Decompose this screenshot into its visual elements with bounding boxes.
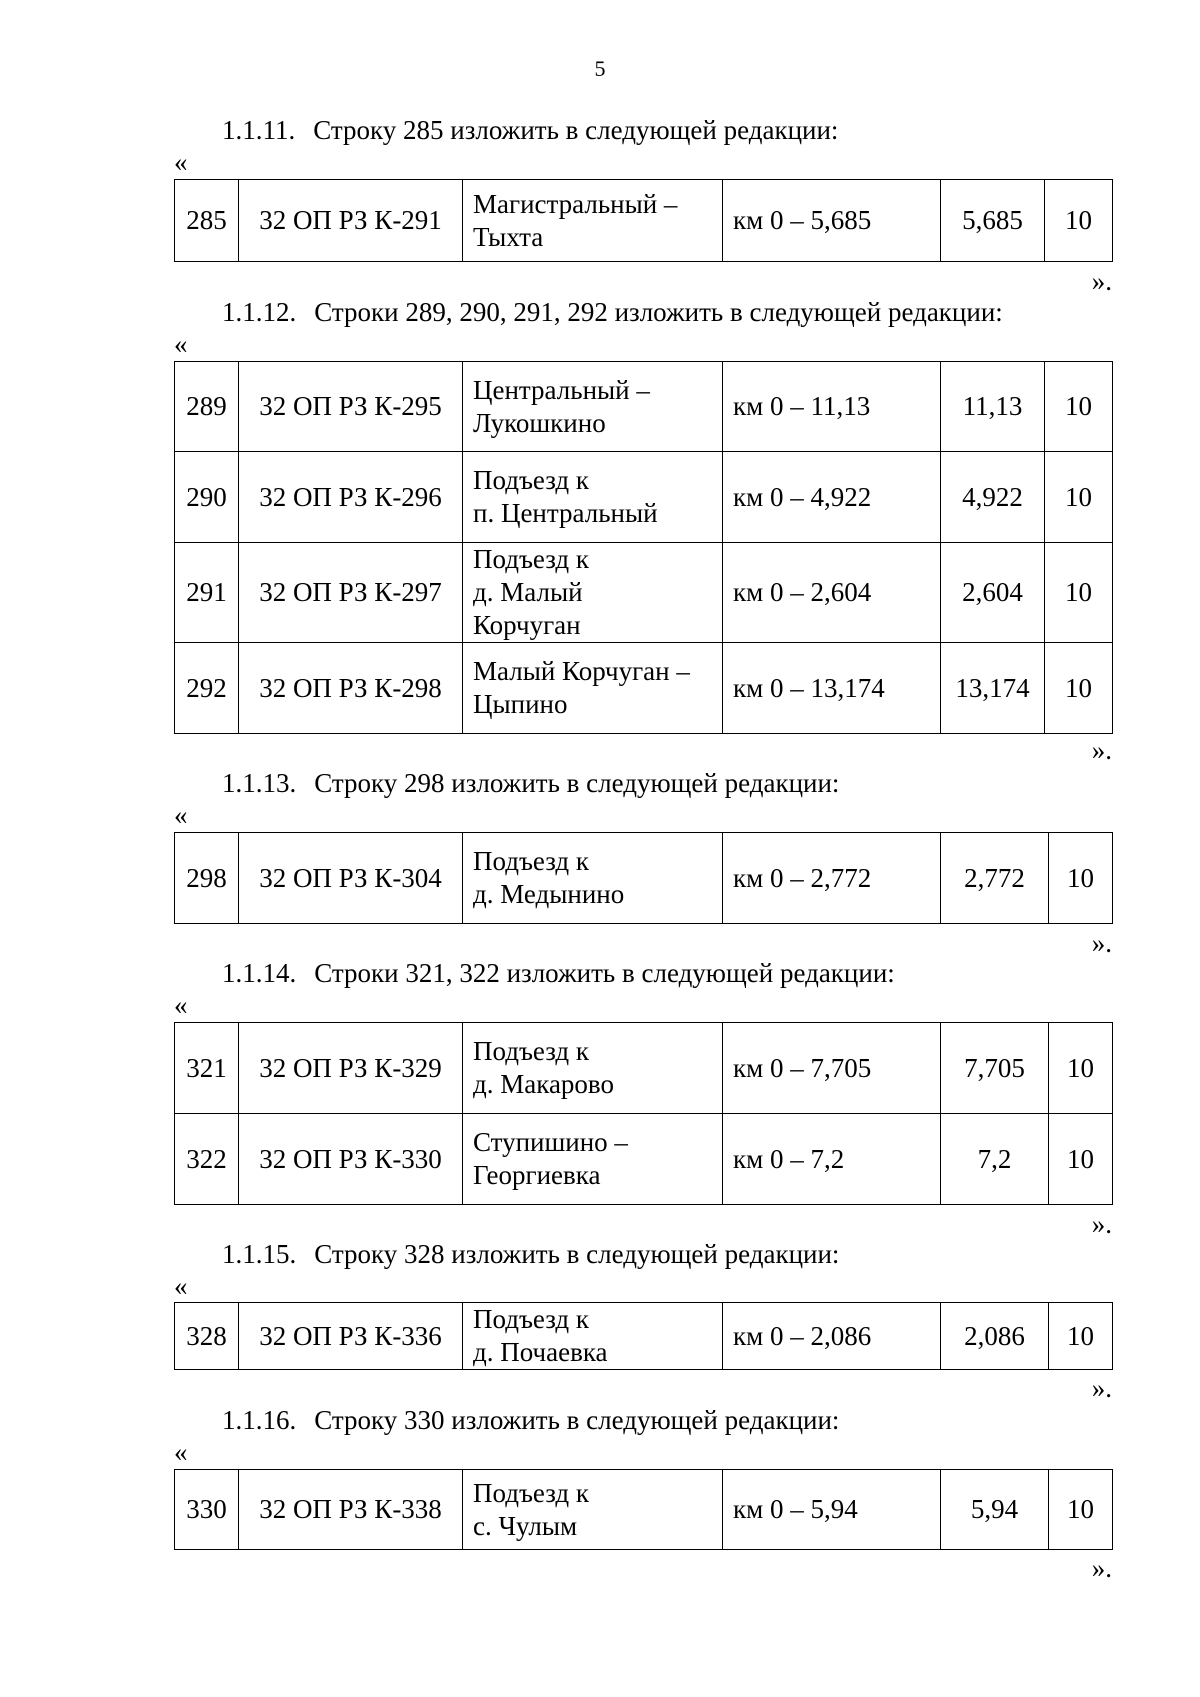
close-quote: ».: [1091, 1209, 1112, 1239]
open-quote: «: [174, 1271, 188, 1301]
road-category: 10: [1045, 643, 1113, 734]
road-length: 7,705: [941, 1023, 1049, 1114]
road-category: 10: [1045, 362, 1113, 452]
road-code: 32 ОП РЗ К-297: [239, 543, 463, 643]
road-name: Подъезд к п. Центральный: [463, 452, 723, 543]
roads-table: [174, 1302, 1113, 1370]
roads-table: [174, 179, 1113, 262]
row-number: 291: [175, 543, 239, 643]
road-length: 5,94: [941, 1470, 1049, 1550]
road-name: Малый Корчуган – Цыпино: [463, 643, 723, 734]
section-heading: [222, 956, 895, 990]
road-length: 13,174: [941, 643, 1045, 734]
row-number: 285: [175, 180, 239, 262]
road-length: 5,685: [941, 180, 1045, 262]
section-heading: [222, 113, 838, 147]
km-range: км 0 – 2,772: [723, 833, 941, 924]
section-number: 1.1.11.: [222, 115, 296, 145]
section-heading: [222, 295, 1003, 329]
road-length: 2,604: [941, 543, 1045, 643]
km-range: км 0 – 5,685: [723, 180, 941, 262]
road-category: 10: [1045, 180, 1113, 262]
roads-table: [174, 832, 1113, 924]
row-number: 289: [175, 362, 239, 452]
row-number: 292: [175, 643, 239, 734]
roads-table: [174, 361, 1113, 734]
road-code: 32 ОП РЗ К-298: [239, 643, 463, 734]
table-row: [175, 543, 1113, 643]
section-number: 1.1.15.: [222, 1239, 297, 1269]
roads-table: [174, 1469, 1113, 1550]
road-length: 2,086: [941, 1303, 1049, 1370]
road-category: 10: [1049, 1303, 1113, 1370]
road-length: 2,772: [941, 833, 1049, 924]
section-heading: [222, 766, 839, 800]
open-quote: «: [174, 147, 188, 177]
section-text: Строки 289, 290, 291, 292 изложить в следующей редакции:: [314, 297, 1003, 327]
table-row: [175, 833, 1113, 924]
table-row: [175, 1114, 1113, 1205]
open-quote: «: [174, 800, 188, 830]
road-name: Ступишино – Георгиевка: [463, 1114, 723, 1205]
row-number: 330: [175, 1470, 239, 1550]
row-number: 290: [175, 452, 239, 543]
close-quote: ».: [1091, 1553, 1112, 1583]
table-row: [175, 643, 1113, 734]
page-number: 5: [594, 56, 606, 81]
km-range: км 0 – 4,922: [723, 452, 941, 543]
close-quote: ».: [1091, 266, 1112, 296]
section-heading: [222, 1403, 839, 1437]
road-length: 7,2: [941, 1114, 1049, 1205]
open-quote: «: [174, 1437, 188, 1467]
table-row: [175, 452, 1113, 543]
section-heading: [222, 1237, 839, 1271]
section-number: 1.1.13.: [222, 768, 297, 798]
road-code: 32 ОП РЗ К-338: [239, 1470, 463, 1550]
table-row: [175, 1303, 1113, 1370]
road-code: 32 ОП РЗ К-330: [239, 1114, 463, 1205]
close-quote: ».: [1091, 1373, 1112, 1403]
road-name: Магистральный – Тыхта: [463, 180, 723, 262]
open-quote: «: [174, 990, 188, 1020]
road-category: 10: [1049, 1114, 1113, 1205]
road-name: Подъезд к д. Макарово: [463, 1023, 723, 1114]
road-code: 32 ОП РЗ К-329: [239, 1023, 463, 1114]
table-row: [175, 1470, 1113, 1550]
section-text: Строку 330 изложить в следующей редакции:: [314, 1405, 840, 1435]
road-category: 10: [1049, 833, 1113, 924]
section-text: Строку 328 изложить в следующей редакции:: [314, 1239, 840, 1269]
km-range: км 0 – 7,705: [723, 1023, 941, 1114]
section-number: 1.1.14.: [222, 958, 297, 988]
section-text: Строку 285 изложить в следующей редакции:: [313, 115, 839, 145]
road-category: 10: [1049, 1023, 1113, 1114]
row-number: 298: [175, 833, 239, 924]
km-range: км 0 – 2,604: [723, 543, 941, 643]
road-code: 32 ОП РЗ К-295: [239, 362, 463, 452]
section-number: 1.1.16.: [222, 1405, 297, 1435]
road-name: Подъезд к д. Медынино: [463, 833, 723, 924]
road-name: Подъезд к д. Малый Корчуган: [463, 543, 723, 643]
close-quote: ».: [1091, 735, 1112, 765]
road-code: 32 ОП РЗ К-296: [239, 452, 463, 543]
road-length: 4,922: [941, 452, 1045, 543]
road-length: 11,13: [941, 362, 1045, 452]
row-number: 322: [175, 1114, 239, 1205]
road-category: 10: [1049, 1470, 1113, 1550]
km-range: км 0 – 7,2: [723, 1114, 941, 1205]
row-number: 321: [175, 1023, 239, 1114]
road-name: Подъезд к с. Чулым: [463, 1470, 723, 1550]
road-name: Подъезд к д. Почаевка: [463, 1303, 723, 1370]
close-quote: ».: [1091, 928, 1112, 958]
road-name: Центральный – Лукошкино: [463, 362, 723, 452]
road-code: 32 ОП РЗ К-336: [239, 1303, 463, 1370]
table-row: [175, 1023, 1113, 1114]
road-code: 32 ОП РЗ К-291: [239, 180, 463, 262]
road-category: 10: [1045, 543, 1113, 643]
section-text: Строки 321, 322 изложить в следующей редакции:: [314, 958, 895, 988]
km-range: км 0 – 13,174: [723, 643, 941, 734]
road-code: 32 ОП РЗ К-304: [239, 833, 463, 924]
section-number: 1.1.12.: [222, 297, 297, 327]
km-range: км 0 – 5,94: [723, 1470, 941, 1550]
road-category: 10: [1045, 452, 1113, 543]
km-range: км 0 – 2,086: [723, 1303, 941, 1370]
table-row: [175, 362, 1113, 452]
km-range: км 0 – 11,13: [723, 362, 941, 452]
section-text: Строку 298 изложить в следующей редакции:: [314, 768, 840, 798]
row-number: 328: [175, 1303, 239, 1370]
roads-table: [174, 1022, 1113, 1205]
table-row: [175, 180, 1113, 262]
open-quote: «: [174, 329, 188, 359]
